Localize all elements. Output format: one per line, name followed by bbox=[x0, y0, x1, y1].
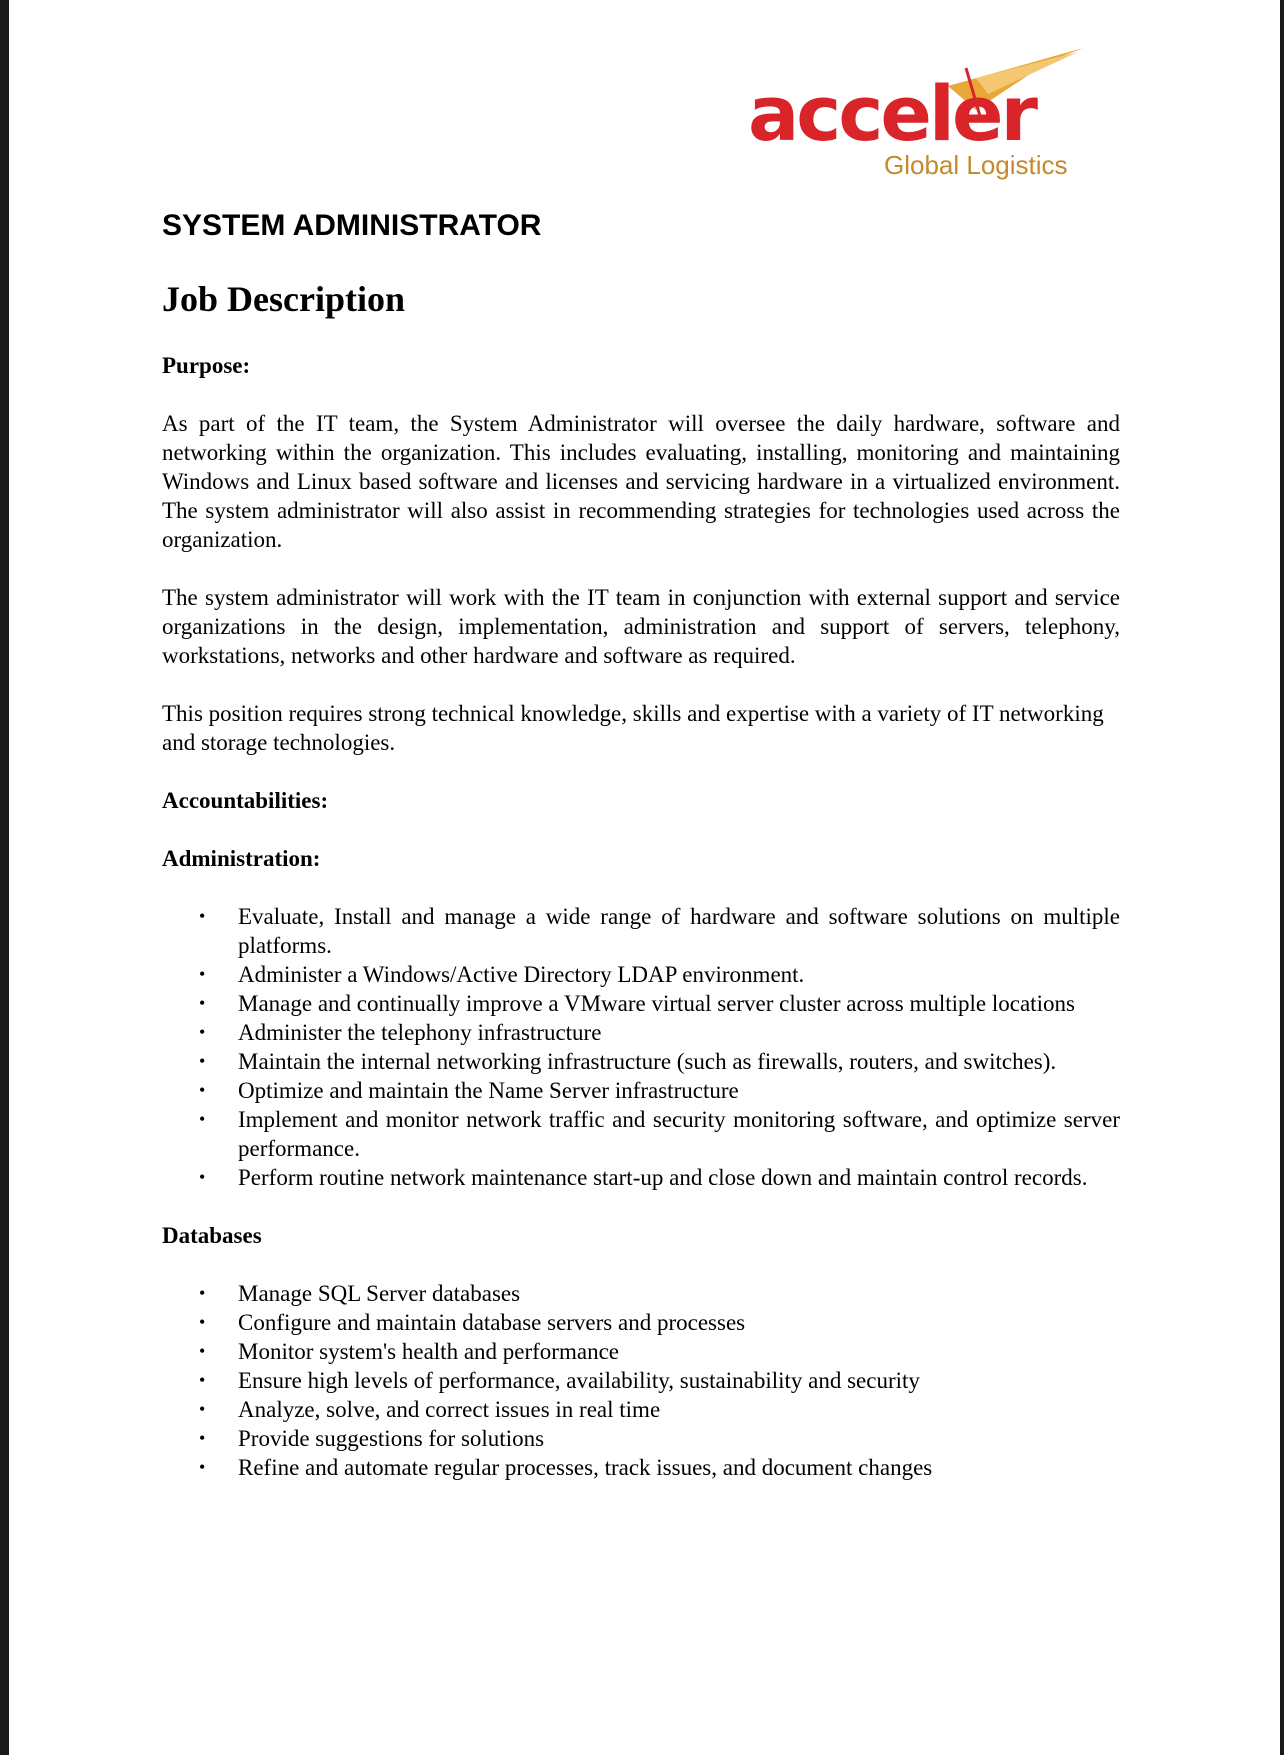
databases-list bbox=[162, 1279, 1120, 1482]
list-item-text: Analyze, solve, and correct issues in real time bbox=[238, 1397, 661, 1423]
list-item-text: Evaluate, Install and manage a wide range of hardware and software solutions on multiple platforms. bbox=[238, 904, 1120, 959]
list-item-text: Administer the telephony infrastructure bbox=[238, 1020, 602, 1046]
list-item bbox=[162, 902, 1120, 960]
list-item bbox=[162, 1279, 1120, 1308]
list-item-text: Maintain the internal networking infrastructure (such as firewalls, routers, and switches). bbox=[238, 1049, 1057, 1075]
list-item-text: Optimize and maintain the Name Server infrastructure bbox=[238, 1078, 739, 1104]
list-item-text: Implement and monitor network traffic and security monitoring software, and optimize server performance. bbox=[238, 1107, 1120, 1162]
bullet-icon: • bbox=[199, 1370, 206, 1391]
list-item bbox=[162, 1424, 1120, 1453]
list-item bbox=[162, 960, 1120, 989]
company-logo bbox=[748, 48, 1128, 188]
administration-list bbox=[162, 902, 1120, 1192]
list-item bbox=[162, 1076, 1120, 1105]
bullet-icon: • bbox=[199, 1341, 206, 1362]
bullet-icon: • bbox=[199, 1022, 206, 1043]
list-item bbox=[162, 1366, 1120, 1395]
list-item bbox=[162, 989, 1120, 1018]
page-edge-left bbox=[0, 0, 9, 1755]
bullet-icon: • bbox=[199, 1080, 206, 1101]
list-item-text: Monitor system's health and performance bbox=[238, 1339, 619, 1365]
purpose-paragraph: As part of the IT team, the System Administrator will oversee the daily hardware, software and networking within the organization. This includes evaluating, installing, monitoring and maintaining Windows and Linux based software and licenses and servicing hardware in a virtualized environment. The system administrator will also assist in recommending strategies for technologies used across the organization. bbox=[162, 411, 1120, 553]
bullet-icon: • bbox=[199, 1109, 206, 1130]
list-item bbox=[162, 1105, 1120, 1163]
list-item-text: Ensure high levels of performance, availability, sustainability and security bbox=[238, 1368, 920, 1394]
purpose-paragraph: The system administrator will work with the IT team in conjunction with external support and service organizations in the design, implementation, administration and support of servers, telephony, workstations, networks and other hardware and software as required. bbox=[162, 585, 1120, 669]
bullet-icon: • bbox=[199, 1312, 206, 1333]
bullet-icon: • bbox=[199, 993, 206, 1014]
accountabilities-heading: Accountabilities: bbox=[162, 788, 329, 814]
list-item-text: Refine and automate regular processes, track issues, and document changes bbox=[238, 1455, 933, 1481]
document-body bbox=[162, 208, 1120, 1511]
list-item-text: Provide suggestions for solutions bbox=[238, 1426, 545, 1452]
list-item-text: Configure and maintain database servers and processes bbox=[238, 1310, 746, 1336]
bullet-icon: • bbox=[199, 906, 206, 927]
list-item bbox=[162, 1337, 1120, 1366]
logo-wordmark: acceler bbox=[748, 69, 1036, 158]
list-item bbox=[162, 1453, 1120, 1482]
list-item-text: Manage SQL Server databases bbox=[238, 1281, 521, 1307]
list-item bbox=[162, 1047, 1120, 1076]
databases-heading: Databases bbox=[162, 1223, 262, 1249]
list-item bbox=[162, 1018, 1120, 1047]
page-title: SYSTEM ADMINISTRATOR bbox=[162, 209, 542, 242]
logo-tagline: Global Logistics bbox=[884, 150, 1068, 180]
bullet-icon: • bbox=[199, 1283, 206, 1304]
list-item-text: Manage and continually improve a VMware virtual server cluster across multiple locations bbox=[238, 991, 1075, 1017]
bullet-icon: • bbox=[199, 1399, 206, 1420]
list-item bbox=[162, 1395, 1120, 1424]
purpose-heading: Purpose: bbox=[162, 353, 251, 379]
bullet-icon: • bbox=[199, 964, 206, 985]
administration-heading: Administration: bbox=[162, 846, 321, 872]
list-item bbox=[162, 1308, 1120, 1337]
list-item-text: Perform routine network maintenance start-up and close down and maintain control records. bbox=[238, 1165, 1088, 1191]
bullet-icon: • bbox=[199, 1051, 206, 1072]
purpose-paragraph: This position requires strong technical knowledge, skills and expertise with a variety of IT networking and storage technologies. bbox=[162, 701, 1104, 756]
list-item-text: Administer a Windows/Active Directory LDAP environment. bbox=[238, 962, 805, 988]
page-subtitle: Job Description bbox=[162, 279, 405, 319]
bullet-icon: • bbox=[199, 1167, 206, 1188]
page-edge-right bbox=[1280, 0, 1284, 1755]
list-item bbox=[162, 1163, 1120, 1192]
bullet-icon: • bbox=[199, 1457, 206, 1478]
bullet-icon: • bbox=[199, 1428, 206, 1449]
